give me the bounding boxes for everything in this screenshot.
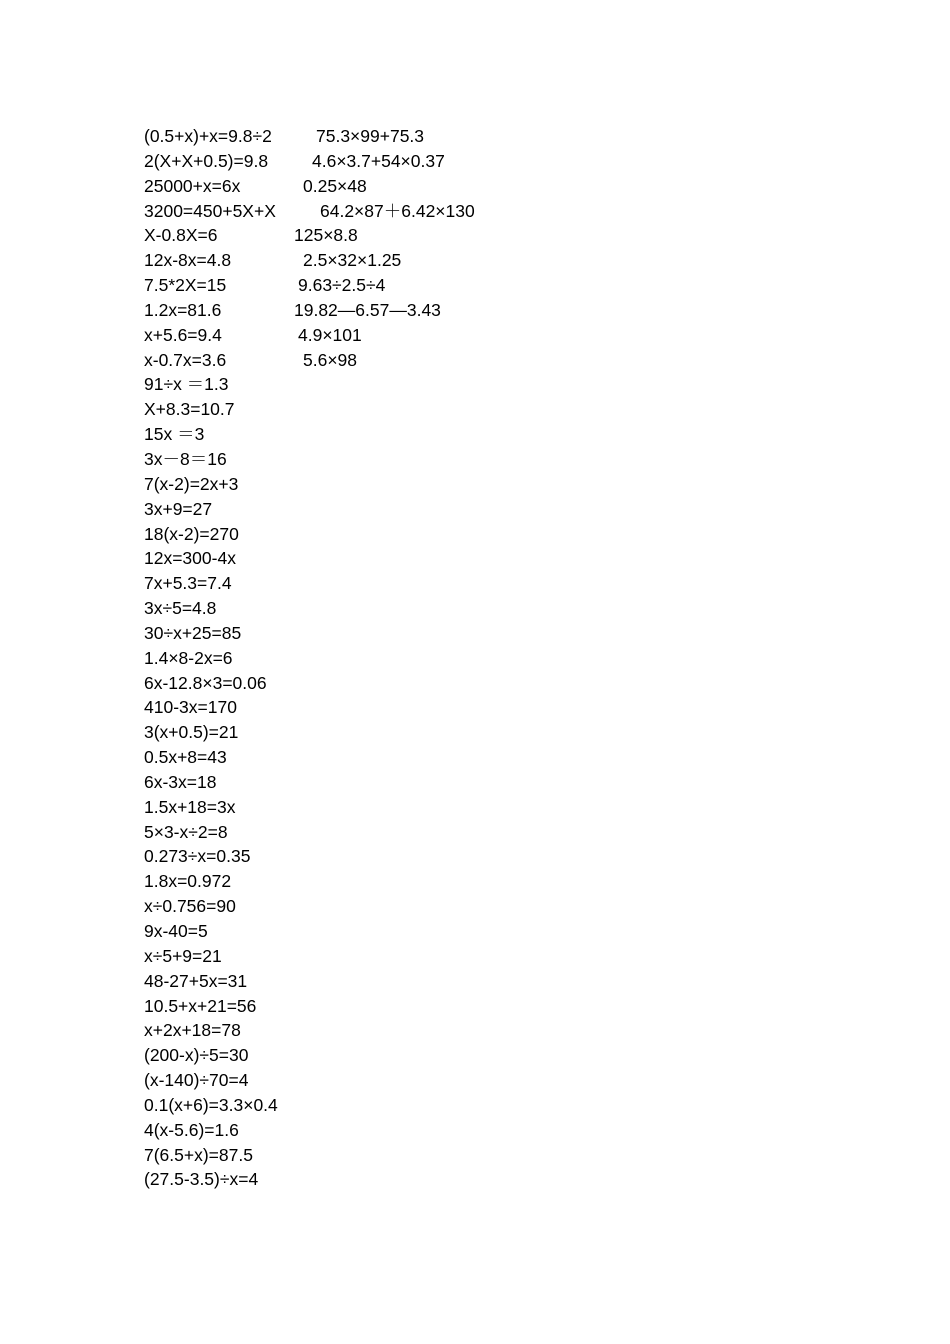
exercise-row [144,199,904,224]
exercise-row [144,372,904,397]
exercise-row [144,397,904,422]
equation: 25000+x=6x [144,175,241,196]
calculation: 4.9×101 [298,324,362,345]
equation: (27.5-3.5)÷x=4 [144,1169,259,1190]
exercise-row [144,472,904,497]
equation: x-0.7x=3.6 [144,349,227,370]
exercise-row [144,795,904,820]
equation: (200-x)÷5=30 [144,1045,249,1066]
exercise-row [144,546,904,571]
exercise-row [144,919,904,944]
equation: 48-27+5x=31 [144,970,248,991]
exercise-row [144,348,904,373]
exercise-row [144,820,904,845]
exercise-row [144,522,904,547]
equation: 0.1(x+6)=3.3×0.4 [144,1094,278,1115]
equation: 5×3-x÷2=8 [144,821,228,842]
equation: 1.5x+18=3x [144,796,236,817]
exercise-row [144,149,904,174]
equation: 1.2x=81.6 [144,299,222,320]
equation: 10.5+x+21=56 [144,995,257,1016]
equation: 410-3x=170 [144,697,237,718]
calculation: 0.25×48 [303,175,367,196]
exercise-row [144,770,904,795]
calculation: 64.2×87＋6.42×130 [320,200,475,221]
equation: 7x+5.3=7.4 [144,573,232,594]
exercise-row [144,422,904,447]
equation: 12x=300-4x [144,548,236,569]
exercise-row [144,994,904,1019]
exercise-row [144,720,904,745]
equation: 6x-12.8×3=0.06 [144,672,267,693]
equation: X+8.3=10.7 [144,399,235,420]
equation: 3200=450+5X+X [144,200,276,221]
exercise-list [144,124,904,1192]
equation: 3(x+0.5)=21 [144,722,239,743]
equation: 12x-8x=4.8 [144,250,232,271]
exercise-row [144,944,904,969]
equation: x+2x+18=78 [144,1020,241,1041]
exercise-row [144,844,904,869]
exercise-row [144,1068,904,1093]
exercise-row [144,1093,904,1118]
exercise-row [144,671,904,696]
exercise-row [144,323,904,348]
exercise-row [144,1118,904,1143]
exercise-row [144,447,904,472]
exercise-row [144,571,904,596]
equation: 2(X+X+0.5)=9.8 [144,150,269,171]
equation: (0.5+x)+x=9.8÷2 [144,126,272,146]
exercise-row [144,248,904,273]
equation: 7.5*2X=15 [144,275,227,296]
equation: x÷0.756=90 [144,896,236,917]
exercise-row [144,1043,904,1068]
exercise-row [144,894,904,919]
exercise-row [144,223,904,248]
exercise-row [144,298,904,323]
equation: 1.8x=0.972 [144,871,232,892]
exercise-row [144,596,904,621]
equation: 3x－8＝16 [144,448,227,469]
equation: 7(x-2)=2x+3 [144,473,239,494]
equation: 4(x-5.6)=1.6 [144,1119,239,1140]
exercise-row [144,869,904,894]
equation: 0.273÷x=0.35 [144,846,251,867]
equation: 18(x-2)=270 [144,523,239,544]
calculation: 4.6×3.7+54×0.37 [312,150,445,171]
equation: 3x+9=27 [144,498,213,519]
calculation: 2.5×32×1.25 [303,250,402,271]
equation: 0.5x+8=43 [144,747,227,768]
calculation: 5.6×98 [303,349,358,370]
equation: x+5.6=9.4 [144,324,222,345]
exercise-row [144,1167,904,1192]
equation: 30÷x+25=85 [144,622,242,643]
equation: x÷5+9=21 [144,945,222,966]
equation: (x-140)÷70=4 [144,1070,249,1091]
equation: 7(6.5+x)=87.5 [144,1144,253,1165]
exercise-row [144,621,904,646]
equation: 91÷x ＝1.3 [144,374,229,395]
calculation: 125×8.8 [294,225,358,246]
exercise-row [144,969,904,994]
equation: 3x÷5=4.8 [144,598,217,619]
exercise-row [144,695,904,720]
exercise-row [144,273,904,298]
equation: 9x-40=5 [144,921,208,941]
exercise-row [144,1143,904,1168]
calculation: 19.82—6.57—3.43 [294,299,441,320]
exercise-row [144,497,904,522]
equation: 1.4×8-2x=6 [144,647,233,668]
equation: 15x ＝3 [144,424,205,445]
exercise-row [144,1018,904,1043]
calculation: 75.3×99+75.3 [316,126,425,146]
equation: 6x-3x=18 [144,771,217,792]
exercise-row [144,646,904,671]
exercise-row [144,124,904,149]
exercise-row [144,174,904,199]
calculation: 9.63÷2.5÷4 [298,275,386,296]
equation: X-0.8X=6 [144,225,218,246]
exercise-row [144,745,904,770]
